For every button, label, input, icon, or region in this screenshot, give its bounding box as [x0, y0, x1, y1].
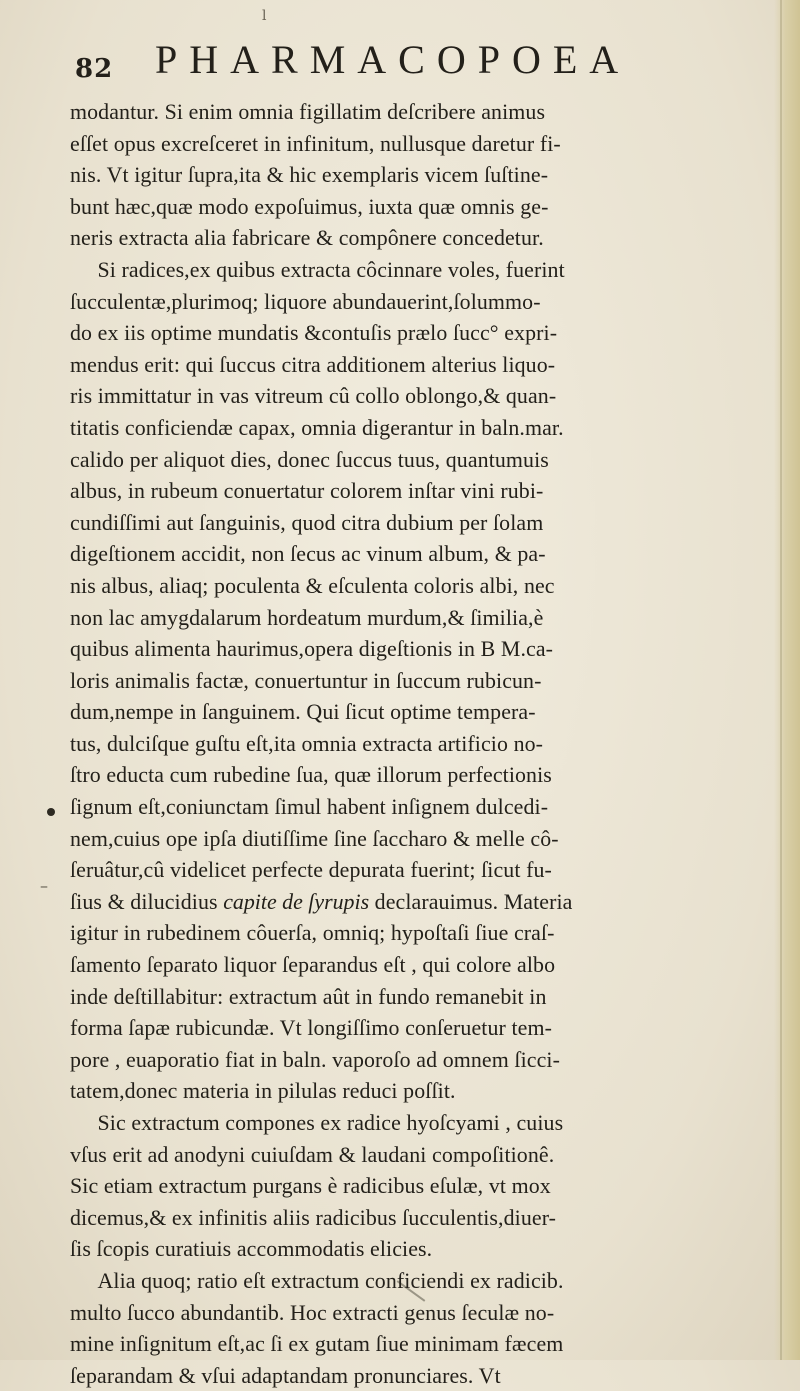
line-text: mendus erit: qui ſuccus citra additionem alterius liquo- [70, 351, 556, 377]
line-text: quibus alimenta haurimus,opera digeſtionis in B M.ca- [70, 636, 554, 662]
italic-reference: capite de ſyrupis [223, 888, 370, 914]
running-head: PHARMACOPOEA [155, 37, 631, 82]
line-text: Sic etiam extractum purgans è radicibus eſulæ, vt mox [70, 1173, 551, 1199]
line-text: titatis conficiendæ capax, omnia digerantur in baln.mar. [70, 414, 564, 440]
text-line [70, 665, 718, 697]
text-line [70, 1044, 718, 1076]
text-line [70, 791, 718, 823]
line-text: mine inſignitum eſt,ac ſi ex gutam ſiue minimam fæcem [70, 1331, 564, 1357]
line-text: dicemus,& ex infinitis aliis radicibus ſucculentis,diuer- [70, 1204, 557, 1230]
margin-dot [47, 808, 55, 816]
line-text: calido per aliquot dies, donec ſuccus tuus, quantumuis [70, 446, 549, 472]
text-line [70, 570, 718, 602]
line-text: igitur in rubedinem côuerſa, omniq; hypoſtaſi ſiue craſ- [70, 920, 555, 946]
text-line [70, 823, 718, 855]
line-text: cundiſſimi aut ſanguinis, quod citra dubium per ſolam [70, 509, 544, 535]
text-line [70, 728, 718, 760]
line-text: Si radices,ex quibus extracta côcinnare voles, fuerint [97, 256, 565, 282]
text-line [70, 380, 718, 412]
page-header [75, 32, 655, 84]
text-line [70, 696, 718, 728]
line-text: nem,cuius ope ipſa diutiſſime ſine ſaccharo & melle cô- [70, 825, 559, 851]
line-text: ſeruâtur,cû videlicet perfecte depurata fuerint; ſicut fu- [70, 857, 552, 883]
line-text: ſignum eſt,coniunctam ſimul habent inſignem dulcedi- [70, 794, 549, 820]
line-text: inde deſtillabitur: extractum aût in fundo remanebit in [70, 983, 547, 1009]
line-text: non lac amygdalarum hordeatum murdum,& ſimilia,è [70, 604, 544, 630]
line-text: forma ſapæ rubicundæ. Vt longiſſimo conſeruetur tem- [70, 1015, 552, 1041]
text-line [70, 886, 718, 918]
text-line [70, 96, 718, 128]
text-line [70, 191, 718, 223]
line-text: nis albus, aliaq; poculenta & eſculenta coloris albi, nec [70, 572, 555, 598]
line-text: dum,nempe in ſanguinem. Qui ſicut optime tempera- [70, 699, 536, 725]
text-line [70, 317, 718, 349]
line-text: ris immittatur in vas vitreum cû collo oblongo,& quan- [70, 383, 557, 409]
page-number: 82 [75, 54, 114, 84]
body-text [70, 96, 730, 1391]
line-text: ſucculentæ,plurimoq; liquore abundauerint,ſolummo- [70, 288, 541, 314]
line-text: loris animalis factæ, conuertuntur in ſuccum rubicun- [70, 667, 542, 693]
margin-dash: – [40, 876, 48, 895]
text-line [70, 1012, 718, 1044]
text-line [70, 1265, 718, 1297]
line-text: tatem,donec materia in pilulas reduci poſſit. [70, 1078, 456, 1104]
text-line [70, 1107, 718, 1139]
text-line [70, 759, 718, 791]
line-text: Alia quoq; ratio eſt extractum conficiendi ex radicib. [97, 1267, 564, 1293]
line-text: ſeparandam & vſui adaptandam pronunciares. Vt [70, 1362, 501, 1388]
text-line [70, 286, 718, 318]
text-line [70, 159, 718, 191]
text-line [70, 981, 718, 1013]
text-line [70, 1139, 718, 1171]
text-line [70, 633, 718, 665]
line-text: do ex iis optime mundatis &contuſis prælo ſucc° expri- [70, 320, 558, 346]
line-text: bunt hæc,quæ modo expoſuimus, iuxta quæ omnis ge- [70, 193, 549, 219]
text-line [70, 349, 718, 381]
line-text: multo ſucco abundantib. Hoc extracti genus ſeculæ no- [70, 1299, 555, 1325]
text-line [70, 1360, 718, 1391]
text-line [70, 949, 718, 981]
text-line [70, 917, 718, 949]
line-text: eſſet opus excreſceret in infinitum, nullusque daretur fi- [70, 130, 561, 156]
text-line [70, 128, 718, 160]
line-text: Sic extractum compones ex radice hyoſcyami , cuius [97, 1110, 564, 1135]
line-text: vſus erit ad anodyni cuiuſdam & laudani compoſitionê. [70, 1141, 555, 1167]
text-line [70, 1170, 718, 1202]
line-text: albus, in rubeum conuertatur colorem inſtar vini rubi- [70, 478, 544, 504]
page-mark: l [262, 8, 267, 24]
text-line [70, 475, 718, 507]
text-line [70, 1328, 718, 1360]
text-line [70, 1297, 718, 1329]
text-line [70, 412, 718, 444]
line-text: pore , euaporatio fiat in baln. vaporoſo ad omnem ſicci- [70, 1046, 560, 1072]
line-text: ſis ſcopis curatiuis accommodatis elicies. [70, 1236, 433, 1262]
line-text: neris extracta alia fabricare & compônere concedetur. [70, 225, 544, 251]
line-text: ſtro educta cum rubedine ſua, quæ illorum perfectionis [70, 762, 552, 788]
line-text: ſamento ſeparato liquor ſeparandus eſt , qui colore albo [70, 952, 556, 978]
text-line [70, 854, 718, 886]
line-text: nis. Vt igitur ſupra,ita & hic exemplaris vicem ſuſtine- [70, 162, 549, 188]
text-line [70, 1202, 718, 1234]
text-line [70, 602, 718, 634]
line-text-after: declarauimus. Materia [369, 888, 573, 914]
text-line [70, 1075, 718, 1107]
text-line [70, 538, 718, 570]
line-text: modantur. Si enim omnia figillatim deſcribere animus [70, 99, 546, 124]
text-line [70, 254, 718, 286]
text-line [70, 1233, 718, 1265]
text-line [70, 222, 718, 254]
text-line [70, 507, 718, 539]
text-line [70, 444, 718, 476]
line-text: digeſtionem accidit, non ſecus ac vinum album, & pa- [70, 541, 546, 567]
line-text: ſius & dilucidius [70, 888, 224, 914]
page-edge [774, 0, 800, 1360]
line-text: tus, dulciſque guſtu eſt,ita omnia extracta artificio no- [70, 730, 544, 756]
